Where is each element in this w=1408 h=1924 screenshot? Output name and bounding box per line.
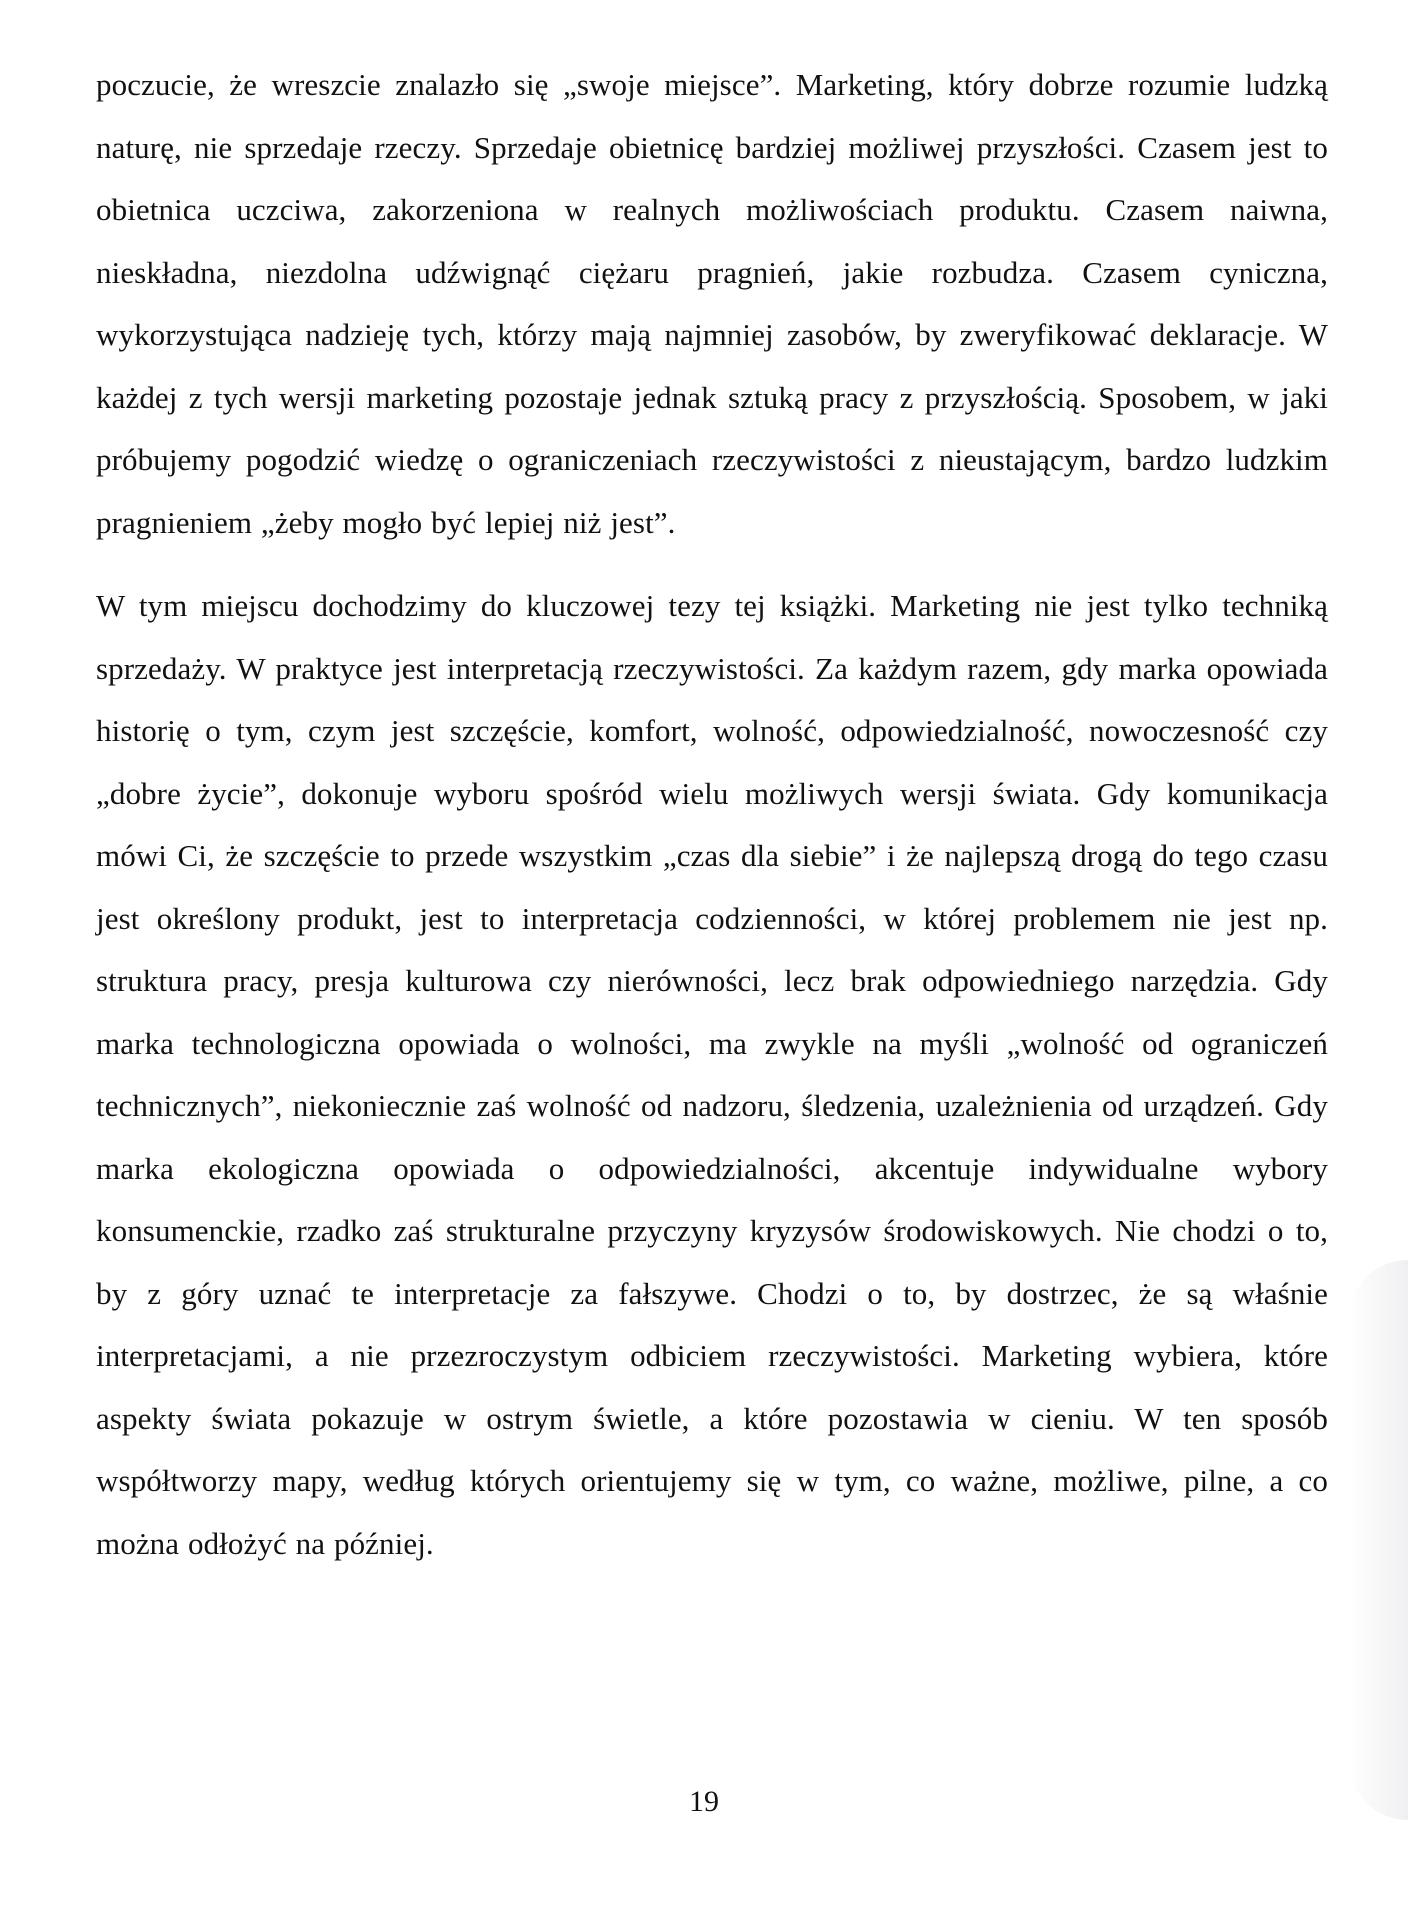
paragraph-2: W tym miejscu dochodzimy do kluczowej tezy tej książki. Marketing nie jest tylko techniką sprzedaży. W praktyce jest interpretacją rzeczywistości. Za każdym razem, gdy marka opowiada historię o tym, czym jest szczęście, komfort, wolność, odpowiedzialność, nowoczesność czy „dobre życie”, dokonuje wyboru spośród wielu możliwych wersji świata. Gdy komunikacja mówi Ci, że szczęście to przede wszystkim „czas dla siebie” i że najlepszą drogą do tego czasu jest określony produkt, jest to interpretacja codzienności, w której problemem nie jest np. struktura pracy, presja kulturowa czy nierówności, lecz brak odpowiedniego narzędzia. Gdy marka technologiczna opowiada o wolności, ma zwykle na myśli „wolność od ograniczeń technicznych”, niekoniecznie zaś wolność od nadzoru, śledzenia, uzależnienia od urządzeń. Gdy marka ekologiczna opowiada o odpowiedzialności, akcentuje indywidualne wybory konsumenckie, rzadko zaś strukturalne przyczyny kryzysów środowiskowych. Nie chodzi o to, by z góry uznać te interpretacje za fałszywe. Chodzi o to, by dostrzec, że są właśnie interpretacjami, a nie przezroczystym odbiciem rzeczywistości. Marketing wybiera, które aspekty świata pokazuje w ostrym świetle, a które pozostawia w cieniu. W ten sposób współtworzy mapy, według których orientujemy się w tym, co ważne, możliwe, pilne, a co można odłożyć na później. bbox=[96, 588, 1328, 1561]
body-text bbox=[96, 54, 1328, 1575]
paragraph-1: poczucie, że wreszcie znalazło się „swoje miejsce”. Marketing, który dobrze rozumie ludzką naturę, nie sprzedaje rzeczy. Sprzedaje obietnicę bardziej możliwej przyszłości. Czasem jest to obietnica uczciwa, zakorzeniona w realnych możliwościach produktu. Czasem naiwna, nieskładna, niezdolna udźwignąć ciężaru pragnień, jakie rozbudza. Czasem cyniczna, wykorzystująca nadzieję tych, którzy mają najmniej zasobów, by zweryfikować deklaracje. W każdej z tych wersji marketing pozostaje jednak sztuką pracy z przyszłością. Sposobem, w jaki próbujemy pogodzić wiedzę o ograniczeniach rzeczywistości z nieustającym, bardzo ludzkim pragnieniem „żeby mogło być lepiej niż jest”. bbox=[96, 67, 1328, 540]
page-edge-shadow bbox=[1348, 1260, 1408, 1820]
page-number: 19 bbox=[689, 1785, 719, 1818]
